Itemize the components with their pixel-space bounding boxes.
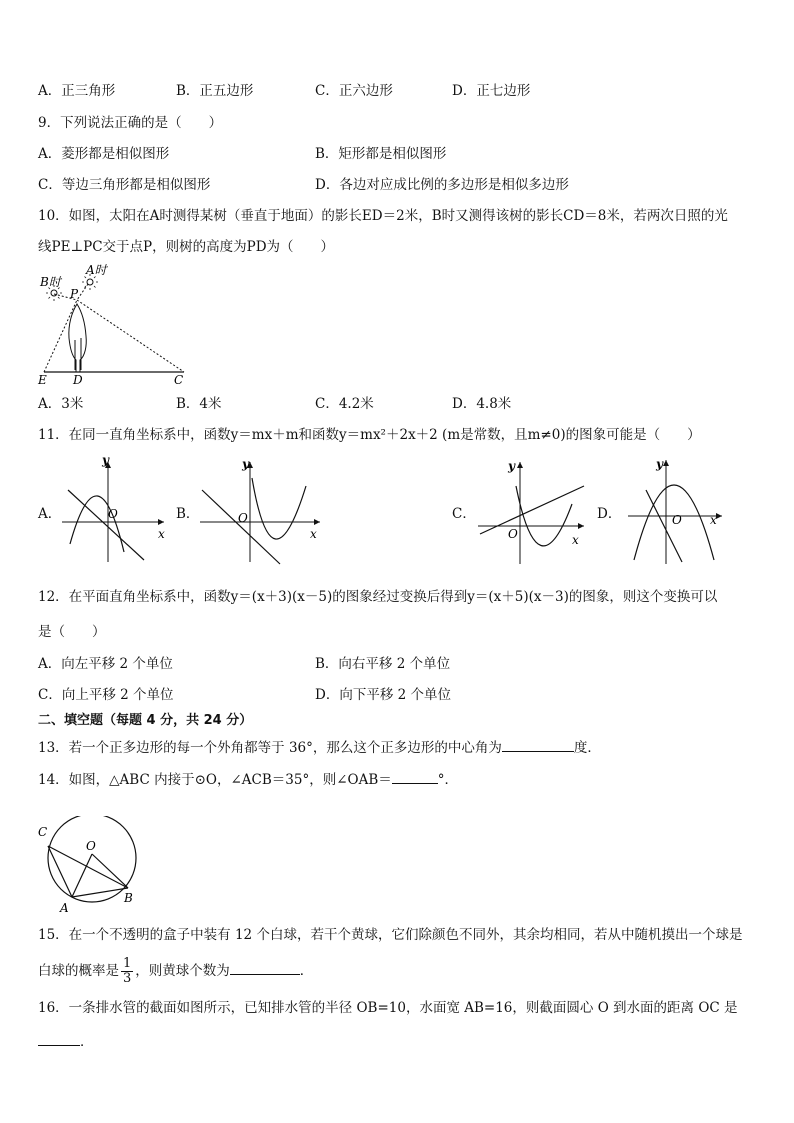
- q15-answer-blank[interactable]: [230, 960, 300, 975]
- q11-c-origin-label: O: [508, 527, 518, 541]
- q10-label-b: B时: [40, 275, 61, 289]
- q15-line2: [38, 956, 313, 986]
- q14-text-before: 14．如图，△ABC 内接于⊙O，∠ACB＝35°，则∠OAB＝: [38, 772, 392, 788]
- q16-line1: 16．一条排水管的截面如图所示，已知排水管的半径 OB=10，水面宽 AB=16，则截面圆心 O 到水面的距离 OC 是: [38, 1000, 738, 1016]
- q11-a-x-label: x: [158, 527, 165, 541]
- q11-b-y-label: y: [242, 457, 249, 471]
- q12-option-b[interactable]: B．向右平移 2 个单位: [315, 656, 451, 672]
- q10-option-a[interactable]: A．3米: [38, 396, 84, 412]
- q8-option-c[interactable]: C．正六边形: [315, 83, 393, 99]
- q14-label-a: A: [60, 901, 69, 915]
- q11-c-x-label: x: [572, 533, 579, 547]
- q15-text-after: ，则黄球个数为: [135, 963, 230, 979]
- q9-option-d[interactable]: D．各边对应成比例的多边形是相似多边形: [315, 177, 569, 193]
- q8-option-d[interactable]: D．正七边形: [452, 83, 531, 99]
- q13-line: [38, 737, 601, 757]
- q9-option-b[interactable]: B．矩形都是相似图形: [315, 146, 447, 162]
- q12-stem-line2: 是（ ）: [38, 624, 106, 640]
- q11-d-origin-label: O: [672, 513, 682, 527]
- q13-answer-blank[interactable]: [502, 737, 574, 752]
- q11-d-x-label: x: [710, 513, 717, 527]
- q9-option-c[interactable]: C．等边三角形都是相似图形: [38, 177, 211, 193]
- q11-a-origin-label: O: [108, 507, 118, 521]
- q14-answer-blank[interactable]: [392, 769, 438, 784]
- q15-text-end: ．: [299, 963, 314, 979]
- q15-probability-fraction: [121, 957, 133, 986]
- q14-label-b: B: [124, 891, 133, 905]
- q11-d-y-label: y: [656, 457, 663, 471]
- q10-label-c: C: [174, 373, 184, 387]
- q10-label-e: E: [38, 373, 47, 387]
- q10-stem-line1: 10．如图，太阳在A时测得某树（垂直于地面）的影长ED＝2米，B时又测得该树的影长CD＝8米，若两次日照的光: [38, 208, 728, 224]
- q11-option-b-label[interactable]: B．: [176, 506, 200, 522]
- q14-text-after: °．: [437, 772, 459, 788]
- q9-stem: 9．下列说法正确的是（ ）: [38, 115, 223, 131]
- q14-label-c: C: [38, 825, 48, 839]
- q11-b-origin-label: O: [238, 511, 248, 525]
- q10-label-d: D: [73, 373, 83, 387]
- q11-a-y-label: y: [102, 456, 109, 467]
- q14-circle-figure: [34, 816, 164, 916]
- q11-graph-b[interactable]: [196, 456, 326, 566]
- q12-option-a[interactable]: A．向左平移 2 个单位: [38, 656, 173, 672]
- q11-graph-d[interactable]: [624, 456, 728, 566]
- q10-tree-figure: [36, 260, 196, 388]
- q13-text-after: 度．: [573, 740, 601, 756]
- q10-label-p: P: [70, 287, 79, 301]
- q14-line: [38, 769, 458, 789]
- q11-option-a-label[interactable]: A．: [38, 506, 62, 522]
- q12-option-c[interactable]: C．向上平移 2 个单位: [38, 687, 174, 703]
- q11-graph-a[interactable]: [58, 456, 178, 566]
- q12-stem-line1: 12．在平面直角坐标系中，函数y＝(x＋3)(x－5)的图象经过变换后得到y＝(x＋5)(x－3)的图象，则这个变换可以: [38, 589, 718, 605]
- q16-text-end: ．: [80, 1034, 94, 1050]
- q15-line1: 15．在一个不透明的盒子中装有 12 个白球，若干个黄球，它们除颜色不同外，其余均相同，若从中随机摸出一个球是: [38, 927, 743, 943]
- q8-option-b[interactable]: B．正五边形: [176, 83, 254, 99]
- q14-label-o: O: [86, 839, 96, 853]
- section-2-heading: 二、填空题（每题 4 分，共 24 分）: [38, 713, 253, 728]
- q11-b-x-label: x: [310, 527, 317, 541]
- q15-text-before: 白球的概率是: [38, 963, 119, 979]
- q12-option-d[interactable]: D．向下平移 2 个单位: [315, 687, 451, 703]
- q9-option-a[interactable]: A．菱形都是相似图形: [38, 146, 170, 162]
- q8-option-a[interactable]: A．正三角形: [38, 83, 116, 99]
- q10-option-c[interactable]: C．4.2米: [315, 396, 374, 412]
- q11-c-y-label: y: [508, 459, 515, 473]
- q13-text-before: 13．若一个正多边形的每一个外角都等于 36°，那么这个正多边形的中心角为: [38, 740, 502, 756]
- q16-answer-blank[interactable]: [38, 1031, 80, 1046]
- q15-fraction-numerator: 1: [123, 956, 132, 971]
- q11-stem: 11．在同一直角坐标系中，函数y＝mx＋m和函数y＝mx²＋2x＋2 (m是常数，且m≠0)的图象可能是（ ）: [38, 427, 701, 443]
- q11-graph-c[interactable]: [474, 456, 594, 566]
- q15-fraction-denominator: 3: [123, 971, 132, 986]
- q11-option-d-label[interactable]: D．: [597, 506, 622, 522]
- q11-option-c-label[interactable]: C．: [452, 506, 476, 522]
- q10-label-a: A时: [86, 263, 107, 277]
- q16-line2: [38, 1031, 94, 1051]
- q10-option-d[interactable]: D．4.8米: [452, 396, 512, 412]
- q10-option-b[interactable]: B．4米: [176, 396, 222, 412]
- q10-stem-line2: 线PE⊥PC交于点P，则树的高度为PD为（ ）: [38, 239, 335, 255]
